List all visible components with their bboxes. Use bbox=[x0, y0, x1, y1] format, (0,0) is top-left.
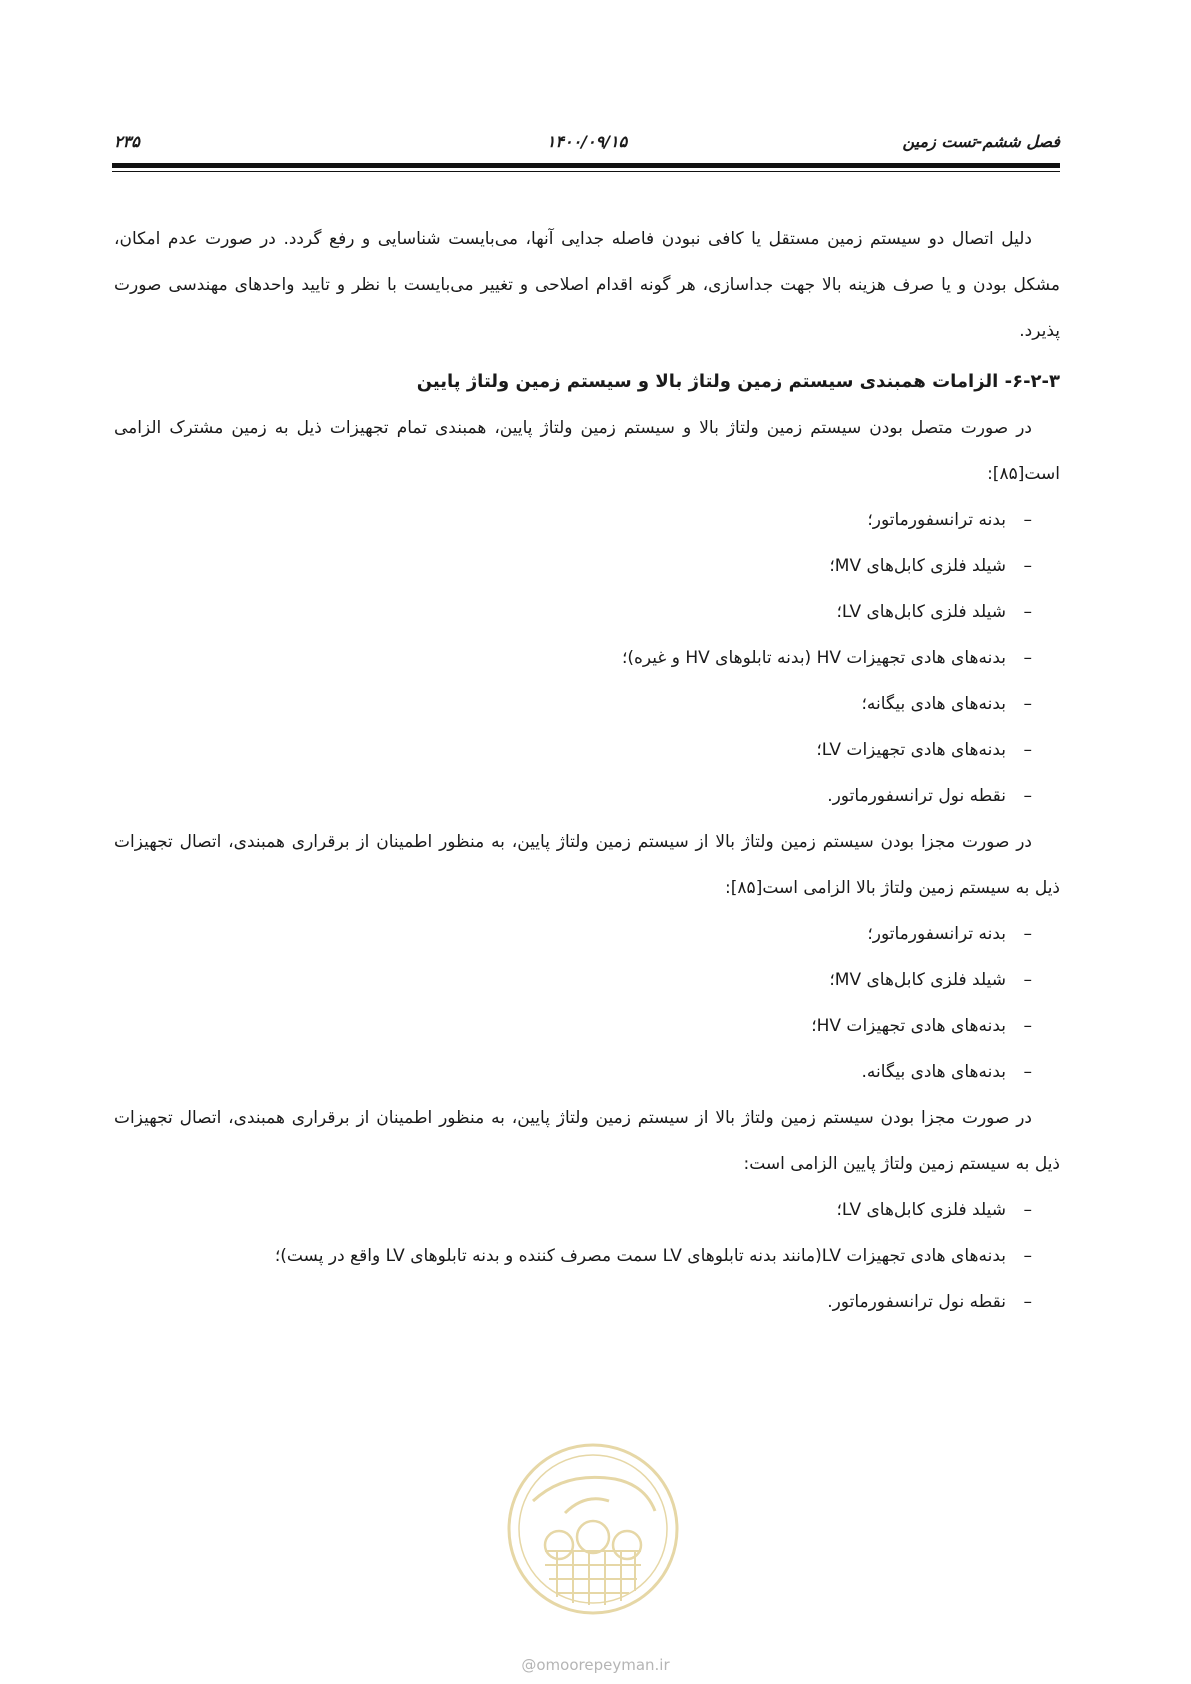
list-item: – شیلد فلزی کابل‌های MV؛ bbox=[114, 543, 1032, 589]
page-header bbox=[114, 132, 1060, 162]
list-item: – بدنه‌های هادی تجهیزات LV(مانند بدنه تابلوهای LV سمت مصرف کننده و بدنه تابلوهای LV واقع در پست)؛ bbox=[114, 1233, 1032, 1279]
watermark-seal bbox=[505, 1441, 681, 1617]
header-date: ۱۴۰۰/۰۹/۱۵ bbox=[546, 132, 628, 151]
list-item: – بدنه ترانسفورماتور؛ bbox=[114, 911, 1032, 957]
page-number: ۲۳۵ bbox=[114, 132, 140, 151]
list-item: – شیلد فلزی کابل‌های LV؛ bbox=[114, 1187, 1032, 1233]
header-rule-thin bbox=[112, 171, 1060, 172]
header-rule-thick bbox=[112, 163, 1060, 168]
bullet-list bbox=[114, 497, 1060, 819]
list-item: – نقطه نول ترانسفورماتور. bbox=[114, 773, 1032, 819]
bullet-list bbox=[114, 1187, 1060, 1325]
intro-paragraph: دلیل اتصال دو سیستم زمین مستقل یا کافی نبودن فاصله جدایی آنها، می‌بایست شناسایی و رفع گردد. در صورت عدم امکان، مشکل بودن و یا صرف هزینه بالا جهت جداسازی، هر گونه اقدام اصلاحی و تغییر می‌بایست با نظر و تایید واحدهای مهندسی صورت پذیرد. bbox=[114, 229, 1060, 341]
section-heading: ۶-۲-۳- الزامات همبندی سیستم زمین ولتاژ بالا و سیستم زمین ولتاژ پایین bbox=[416, 371, 1060, 392]
list-item: – بدنه ترانسفورماتور؛ bbox=[114, 497, 1032, 543]
list-item: – شیلد فلزی کابل‌های MV؛ bbox=[114, 957, 1032, 1003]
list-item: – نقطه نول ترانسفورماتور. bbox=[114, 1279, 1032, 1325]
paragraph: در صورت متصل بودن سیستم زمین ولتاژ بالا و سیستم زمین ولتاژ پایین، همبندی تمام تجهیزات ذیل به زمین مشترک الزامی است[۸۵]: bbox=[114, 418, 1060, 484]
paragraph: در صورت مجزا بودن سیستم زمین ولتاژ بالا از سیستم زمین ولتاژ پایین، به منظور اطمینان از برقراری همبندی، اتصال تجهیزات ذیل به سیستم زمین ولتاژ بالا الزامی است[۸۵]: bbox=[114, 832, 1060, 898]
list-item: – بدنه‌های هادی تجهیزات LV؛ bbox=[114, 727, 1032, 773]
chapter-title: فصل ششم-تست زمین bbox=[902, 132, 1060, 151]
list-item: – بدنه‌های هادی تجهیزات HV؛ bbox=[114, 1003, 1032, 1049]
list-item: – شیلد فلزی کابل‌های LV؛ bbox=[114, 589, 1032, 635]
list-item: – بدنه‌های هادی بیگانه. bbox=[114, 1049, 1032, 1095]
list-item: – بدنه‌های هادی بیگانه؛ bbox=[114, 681, 1032, 727]
paragraph: در صورت مجزا بودن سیستم زمین ولتاژ بالا از سیستم زمین ولتاژ پایین، به منظور اطمینان از برقراری همبندی، اتصال تجهیزات ذیل به سیستم زمین ولتاژ پایین الزامی است: bbox=[114, 1108, 1060, 1174]
watermark-site: @omoorepeyman.ir bbox=[521, 1656, 670, 1674]
bullet-list bbox=[114, 911, 1060, 1095]
list-item: – بدنه‌های هادی تجهیزات HV (بدنه تابلوهای HV و غیره)؛ bbox=[114, 635, 1032, 681]
body-text bbox=[114, 216, 1060, 1325]
